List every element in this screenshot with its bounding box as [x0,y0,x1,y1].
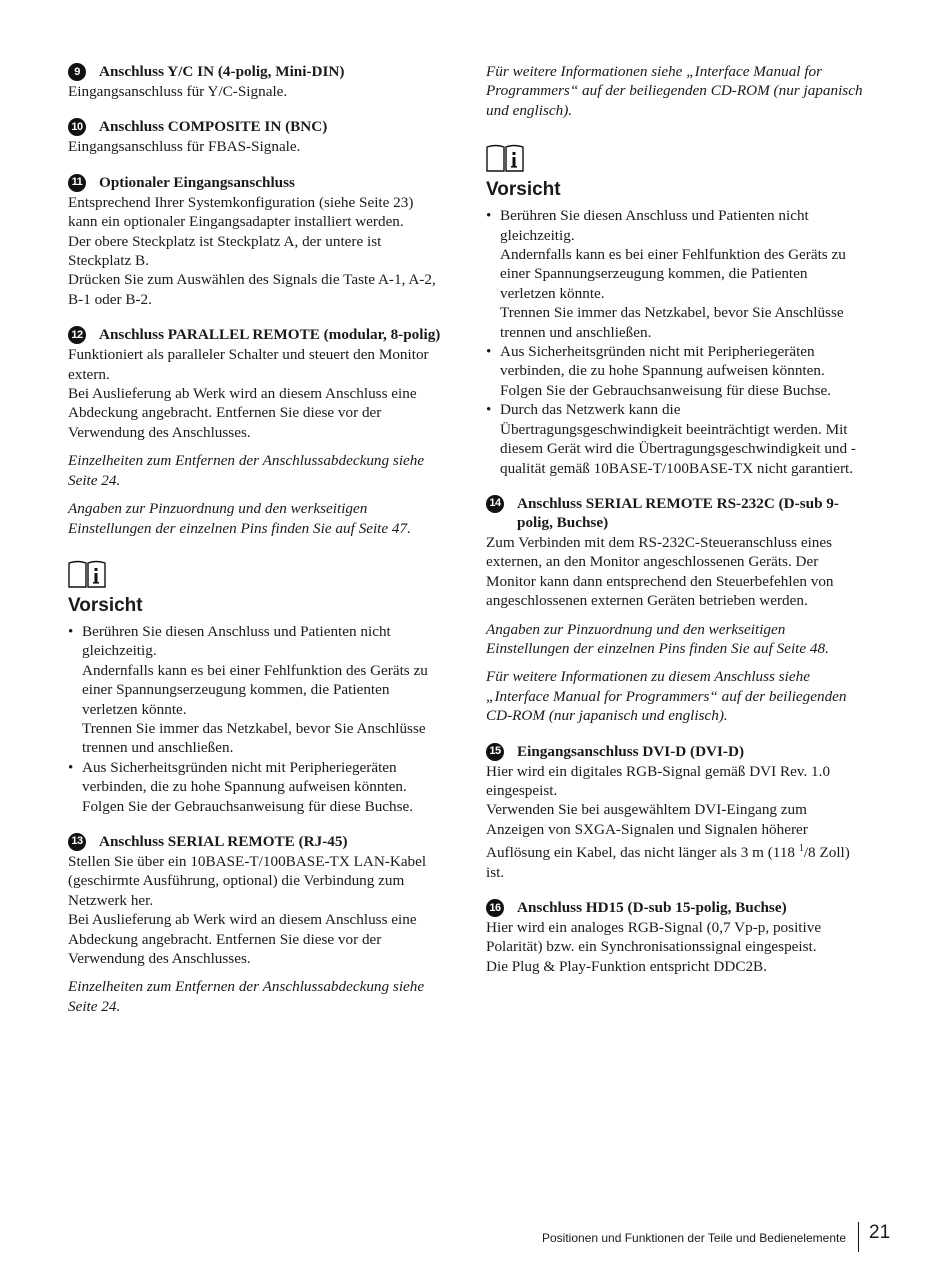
section-body: Bei Auslieferung ab Werk wird an diesem Anschluss eine Abdeckung angebracht. Entfernen Sie diese vor der Verwendung des Anschlusses. [68,385,417,441]
section-note: Einzelheiten zum Entfernen der Anschlussabdeckung siehe Seite 24. [68,978,425,1015]
section-heading: Anschluss HD15 (D-sub 15-polig, Buchse) [517,899,787,917]
item-number-badge: 14 [486,495,504,513]
caution-list [486,206,866,478]
section-15 [486,742,866,883]
section-heading: Anschluss SERIAL REMOTE RS-232C (D-sub 9-polig, Buchse) [517,494,839,531]
info-book-icon [486,144,524,172]
section-heading: Eingangsanschluss DVI-D (DVI-D) [517,742,745,760]
section-heading: Anschluss PARALLEL REMOTE (modular, 8-polig) [99,326,441,344]
section-body: Die Plug & Play-Funktion entspricht DDC2B. [486,957,767,975]
left-column [68,62,446,1032]
right-column [486,62,866,992]
section-body: Funktioniert als paralleler Schalter und steuert den Monitor extern. [68,346,429,383]
section-body: Zum Verbinden mit dem RS-232C-Steueranschluss eines externen, an den Monitor angeschlossenen Geräts. Der Monitor kann dann entsprechend den Steuerbefehlen von angeschlossenen externen Geräten betrieben werden. [486,533,834,610]
section-16 [486,898,866,976]
section-note: Für weitere Informationen zu diesem Anschluss siehe „Interface Manual for Programmers“ auf der beiliegenden CD-ROM (nur japanisch und englisch). [486,668,847,725]
section-body: Drücken Sie zum Auswählen des Signals die Taste A-1, A-2, B-1 oder B-2. [68,271,436,308]
intro-note: Für weitere Informationen siehe „Interface Manual for Programmers“ auf der beiliegenden CD-ROM (nur japanisch und englisch). [486,63,863,119]
section-body: Eingangsanschluss für Y/C-Signale. [68,83,288,100]
section-body: Hier wird ein digitales RGB-Signal gemäß DVI Rev. 1.0 eingespeist. [486,762,831,799]
item-number-badge: 10 [68,118,86,136]
caution-item: • Aus Sicherheitsgründen nicht mit Peripheriegeräten verbinden, die zu hohe Spannung aufweisen könnten. Folgen Sie der Gebrauchsanweisung für diese Buchse. [68,758,446,816]
footer-divider [858,1222,859,1252]
section-body: Verwenden Sie bei ausgewähltem DVI-Eingang zum Anzeigen von SXGA-Signalen und Signalen höherer Auflösung ein Kabel, das nicht länger als 3 m (118 $^1$/8 Zoll) ist. [486,801,850,881]
item-number-badge: 11 [68,174,86,192]
section-11 [68,173,446,309]
section-14 [486,494,866,726]
caution-item: • Berühren Sie diesen Anschluss und Patienten nicht gleichzeitig. Andernfalls kann es bei einer Fehlfunktion des Geräts zu einer Spannungserzeugung kommen, die Patienten verletzen könnte. Trennen Sie immer das Netzkabel, bevor Sie Anschlüsse trennen und anschließen. [68,622,446,758]
item-number-badge: 16 [486,899,504,917]
caution-title: Vorsicht [486,179,561,201]
item-number-badge: 15 [486,743,504,761]
page-number: 21 [869,1222,891,1243]
caution-box [68,560,446,816]
section-heading: Anschluss COMPOSITE IN (BNC) [99,118,328,136]
section-body: Entsprechend Ihrer Systemkonfiguration (siehe Seite 23) kann ein optionaler Eingangsadapter installiert werden. [68,193,414,231]
section-body: Stellen Sie über ein 10BASE-T/100BASE-TX LAN-Kabel (geschirmte Ausführung, optional) die Verbindung zum Netzwerk her. [68,852,427,909]
item-number-badge: 12 [68,326,86,344]
section-heading: Anschluss Y/C IN (4-polig, Mini-DIN) [99,63,345,80]
section-note: Einzelheiten zum Entfernen der Anschlussabdeckung siehe Seite 24. [68,452,425,489]
item-number-badge: 13 [68,833,86,851]
section-body: Bei Auslieferung ab Werk wird an diesem Anschluss eine Abdeckung angebracht. Entfernen Sie diese vor der Verwendung des Anschlusses. [68,911,417,967]
section-heading: Optionaler Eingangsanschluss [99,173,295,191]
caution-item: • Durch das Netzwerk kann die Übertragungsgeschwindigkeit beeinträchtigt werden. Mit diesem Gerät wird die Übertragungsgeschwindigkeit und -qualität gemäß 10BASE-T/100BASE-TX nicht garantiert. [486,400,866,478]
caution-title: Vorsicht [68,594,143,616]
caution-item: • Aus Sicherheitsgründen nicht mit Peripheriegeräten verbinden, die zu hohe Spannung aufweisen könnten. Folgen Sie der Gebrauchsanweisung für diese Buchse. [486,342,866,400]
section-body: Hier wird ein analoges RGB-Signal (0,7 Vp-p, positive Polarität) bzw. ein Synchronisationssignal eingespeist. [486,919,822,956]
item-number-badge: 9 [68,63,86,81]
footer-section-title: Positionen und Funktionen der Teile und Bedienelemente [542,1231,846,1245]
section-note: Angaben zur Pinzuordnung und den werkseitigen Einstellungen der einzelnen Pins finden Sie auf Seite 48. [486,620,829,657]
section-9 [68,62,446,101]
section-heading: Anschluss SERIAL REMOTE (RJ-45) [99,832,348,850]
page-footer [0,1222,950,1252]
section-body: Eingangsanschluss für FBAS-Signale. [68,138,301,156]
caution-box [486,144,866,478]
section-13 [68,832,446,1016]
caution-item: • Berühren Sie diesen Anschluss und Patienten nicht gleichzeitig. Andernfalls kann es bei einer Fehlfunktion des Geräts zu einer Spannungserzeugung kommen, die Patienten verletzen könnte. Trennen Sie immer das Netzkabel, bevor Sie Anschlüsse trennen und anschließen. [486,206,866,342]
caution-list [68,622,446,816]
info-book-icon [68,560,106,588]
section-12 [68,325,446,538]
section-note: Angaben zur Pinzuordnung und den werkseitigen Einstellungen der einzelnen Pins finden Sie auf Seite 47. [68,500,411,537]
section-body: Der obere Steckplatz ist Steckplatz A, der untere ist Steckplatz B. [68,232,382,270]
section-10 [68,117,446,156]
